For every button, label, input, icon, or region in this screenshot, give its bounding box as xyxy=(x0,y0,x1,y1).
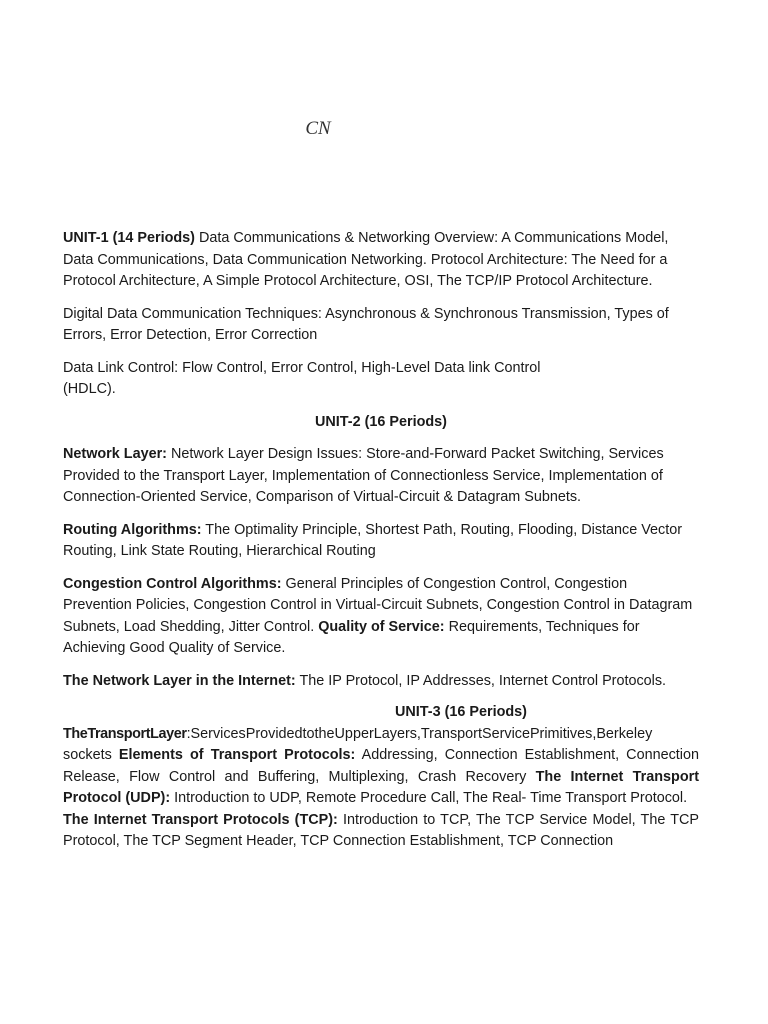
routing-text: The Optimality Principle, Shortest Path, Routing, Flooding, Distance Vector Routing, Link State Routing, Hierarchical Routing xyxy=(63,521,683,559)
unit2-routing-paragraph xyxy=(63,520,699,563)
unit2-congestion-paragraph xyxy=(63,574,699,660)
udp-text: Introduction to UDP, Remote Procedure Call, The Real- Time Transport Protocol. xyxy=(170,790,688,806)
unit3-heading: UNIT-3 (16 Periods) xyxy=(395,704,527,720)
internet-label: The Network Layer in the Internet: xyxy=(63,672,296,689)
qos-label: Quality of Service: xyxy=(318,618,445,635)
unit1-intro-text: Data Communications & Networking Overview: A Communications Model, Data Communications, Data Communication Networking. Protocol Architecture: The Need for a Protocol Architecture, A Simple Protocol Architecture, OSI, The TCP/IP Protocol Architecture. xyxy=(63,230,669,289)
internet-text: The IP Protocol, IP Addresses, Internet Control Protocols. xyxy=(295,672,667,689)
network-layer-label: Network Layer: xyxy=(63,446,167,462)
elements-label: Elements of Transport Protocols: xyxy=(118,747,356,763)
congestion-text: General Principles of Congestion Control, Congestion Prevention Policies, Congestion Control in Virtual-Circuit Subnets, Congestion Control in Datagram Subnets, Load Shedding, Jitter Control. xyxy=(63,575,693,635)
qos-text: Requirements, Techniques for Achieving Good Quality of Service. xyxy=(63,618,640,656)
transport-layer-text: :ServicesProvidedtotheUpperLayers,TransportServicePrimitives,Berkeley sockets xyxy=(63,725,653,763)
unit2-network-layer-paragraph xyxy=(63,444,699,509)
transport-layer-label: TheTransportLayer xyxy=(63,725,187,742)
congestion-label: Congestion Control Algorithms: xyxy=(63,575,282,592)
syllabus-body xyxy=(63,228,699,864)
tcp-text: Introduction to TCP, The TCP Service Model, The TCP Protocol, The TCP Segment Header, TCP Connection Establishment, TCP Connection xyxy=(63,811,699,849)
unit1-intro-paragraph xyxy=(63,228,699,293)
unit3-transport-paragraph xyxy=(63,724,699,853)
unit2-heading: UNIT-2 (16 Periods) xyxy=(315,413,447,430)
unit1-datalink-line1: Data Link Control: Flow Control, Error Control, High-Level Data link Control xyxy=(63,359,541,376)
tcp-label: The Internet Transport Protocols (TCP): xyxy=(63,811,338,828)
unit1-datalink-paragraph xyxy=(63,358,699,401)
unit1-heading: UNIT-1 (14 Periods) xyxy=(63,230,195,246)
elements-text: Addressing, Connection Establishment, Connection Release, Flow Control and Buffering, Multiplexing, Crash Recovery xyxy=(63,747,699,785)
unit2-internet-paragraph xyxy=(63,671,699,693)
udp-label: The Internet Transport Protocol (UDP): xyxy=(63,768,700,806)
document-title: CN xyxy=(305,118,331,139)
network-layer-text: Network Layer Design Issues: Store-and-Forward Packet Switching, Services Provided to the Transport Layer, Implementation of Connectionless Service, Implementation of Connection-Oriented Service, Comparison of Virtual-Circuit & Datagram Subnets. xyxy=(63,446,664,505)
unit1-datalink-line2: (HDLC). xyxy=(63,381,116,397)
routing-label: Routing Algorithms: xyxy=(63,521,202,538)
unit1-digital-paragraph: Digital Data Communication Techniques: Asynchronous & Synchronous Transmission, Types of Errors, Error Detection, Error Correction xyxy=(63,305,669,343)
